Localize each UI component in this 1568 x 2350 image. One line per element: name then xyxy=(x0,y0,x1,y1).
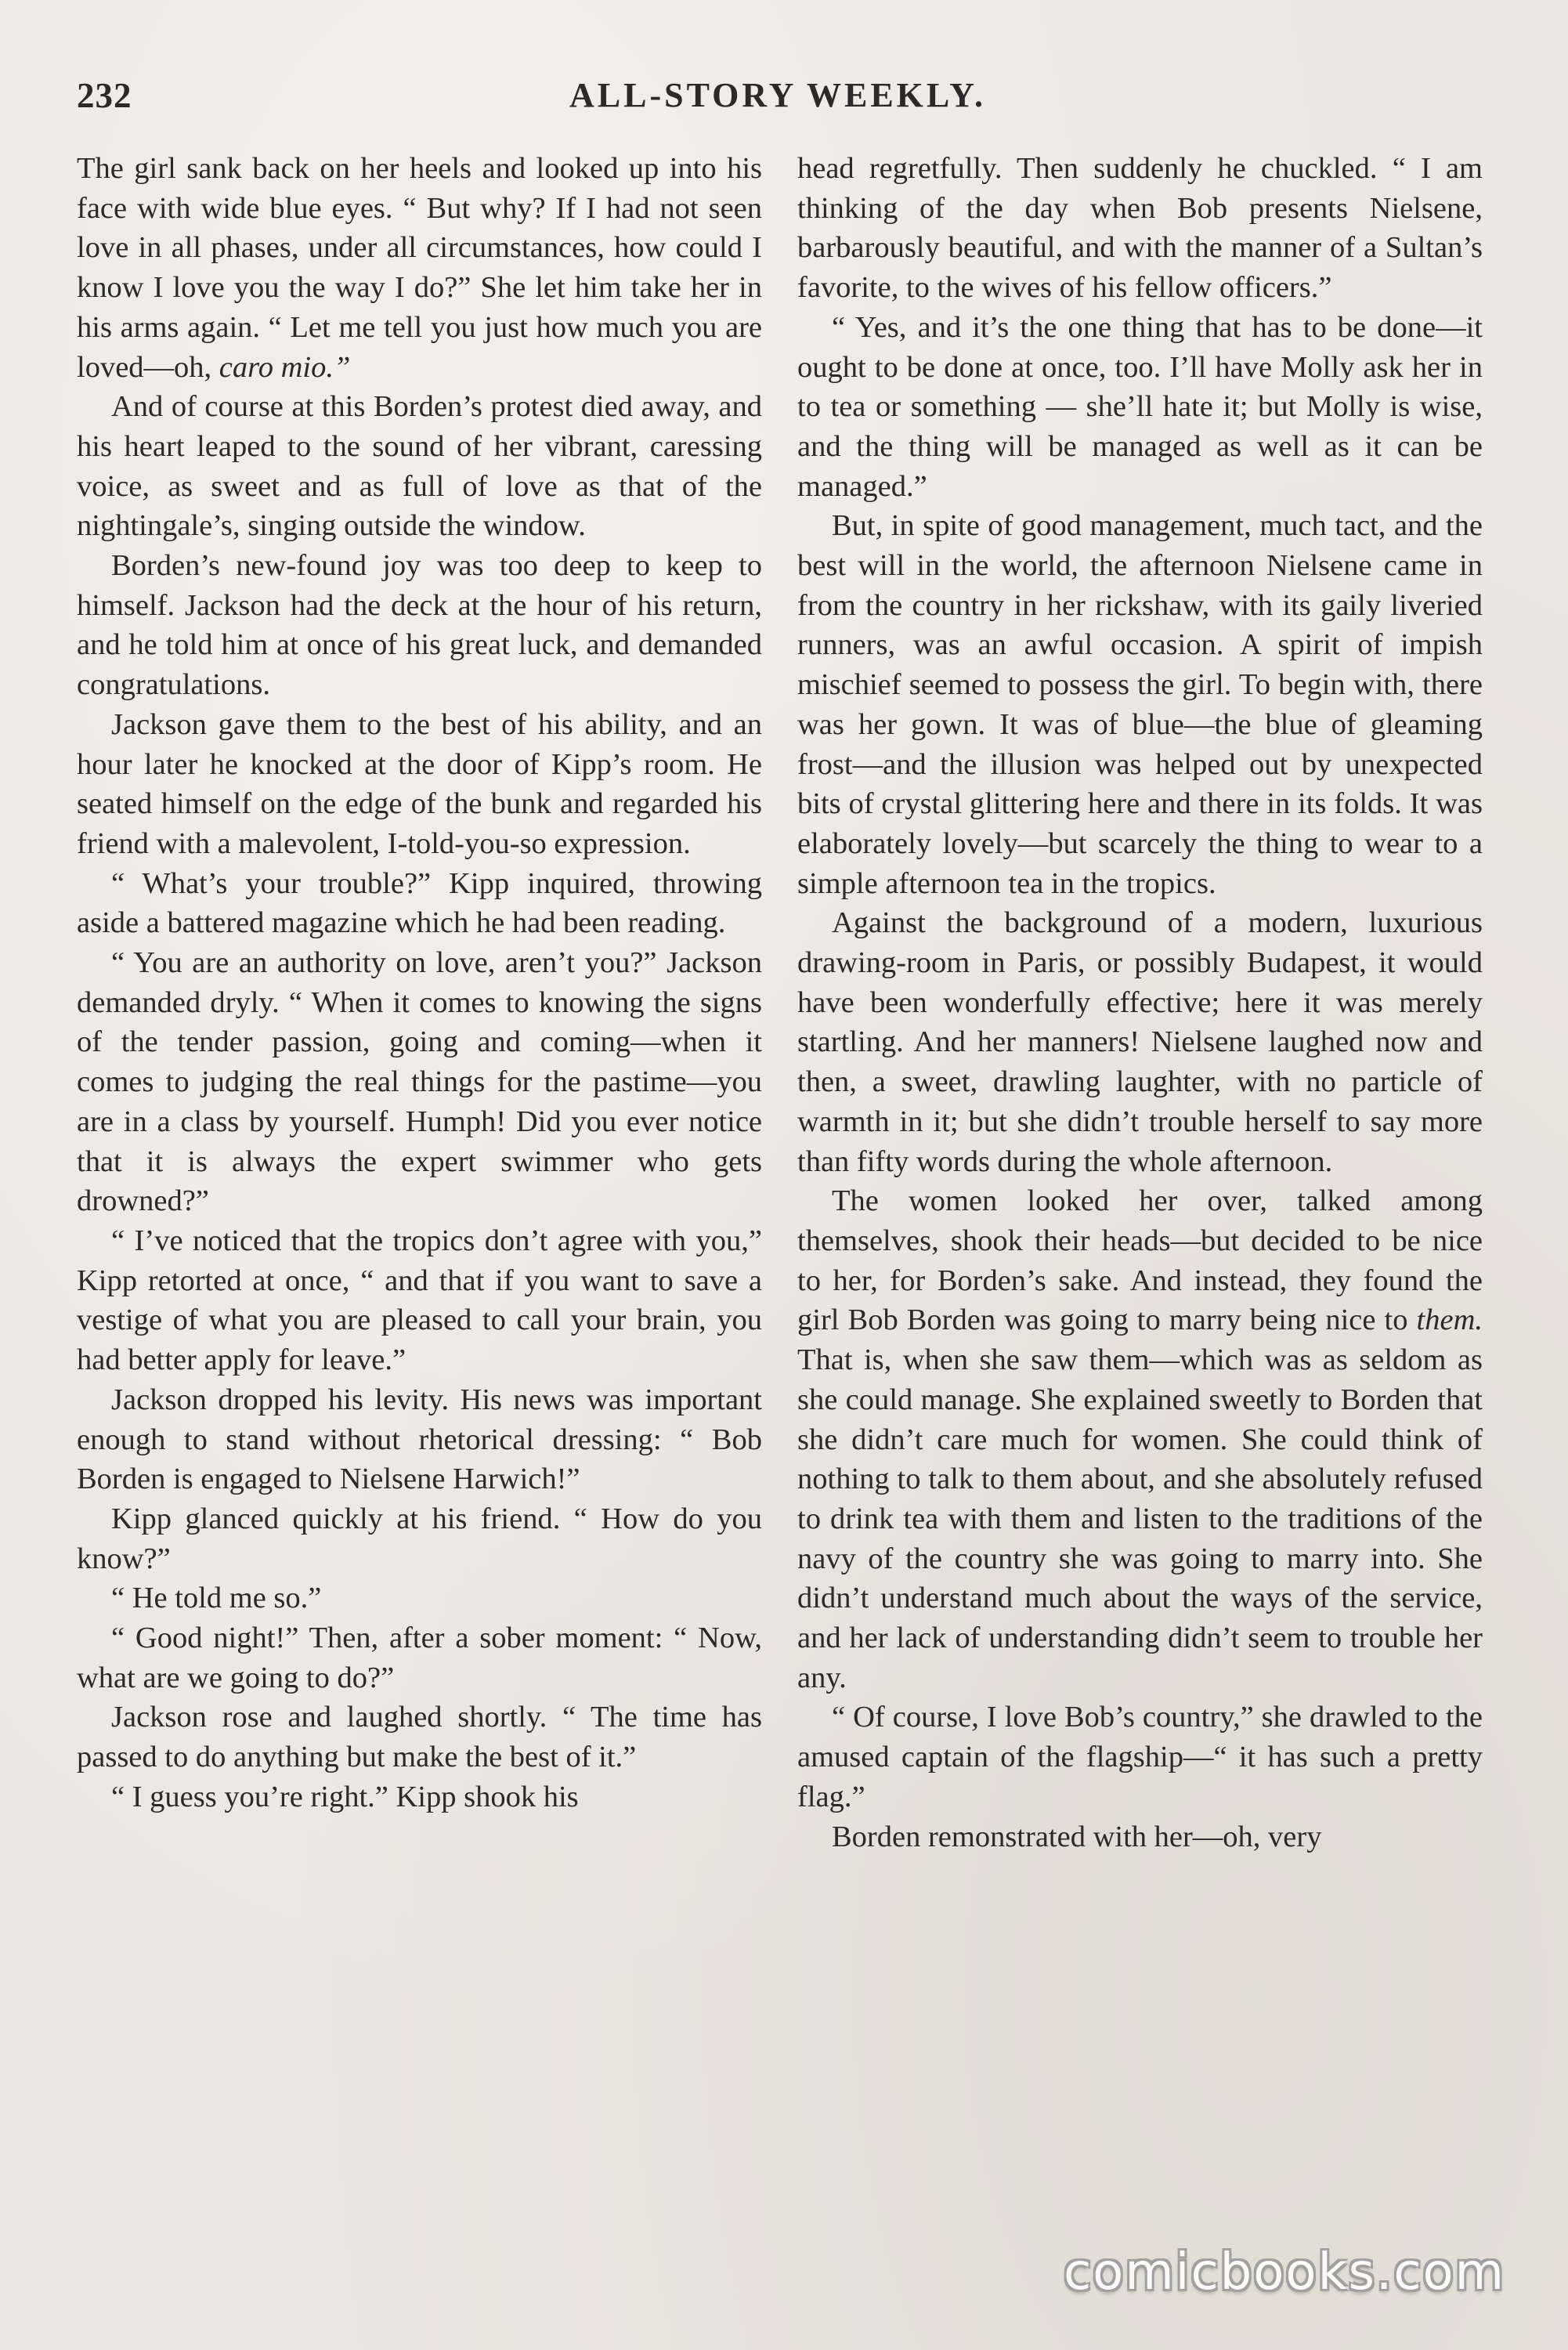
paragraph: The girl sank back on her heels and looked up into his face with wide blue eyes. “ But why? If I had not seen love in all phases, under all circumstances, how could I know I love you the way I do?” She let him take her in his arms again. “ Let me tell you just how much you are loved—oh, caro mio.” xyxy=(77,152,762,384)
paragraph: “ I’ve noticed that the tropics don’t agree with you,” Kipp retorted at once, “ and that if you want to save a vestige of what you are pleased to call your brain, you had better apply for leave.” xyxy=(77,1224,762,1377)
right-column xyxy=(797,149,1483,1856)
italic-word: them. xyxy=(1416,1303,1483,1337)
left-column xyxy=(77,149,762,1817)
paragraph: “ What’s your trouble?” Kipp inquired, throwing aside a battered magazine which he had been reading. xyxy=(77,866,762,940)
running-head: ALL-STORY WEEKLY. xyxy=(569,76,986,114)
paragraph: Jackson dropped his levity. His news was important enough to stand without rhetorical dressing: “ Bob Borden is engaged to Nielsene Harwich!” xyxy=(77,1383,762,1496)
page-header xyxy=(77,75,1479,122)
paragraph: Borden’s new-found joy was too deep to keep to himself. Jackson had the deck at the hour of his return, and he told him at once of his great luck, and demanded congratulations. xyxy=(77,549,762,702)
watermark-logo: comicbooks.com xyxy=(1063,2243,1505,2301)
paragraph: Jackson gave them to the best of his ability, and an hour later he knocked at the door of Kipp’s room. He seated himself on the edge of the bunk and regarded his friend with a malevolent, I-told-you-so expression. xyxy=(77,707,762,860)
paragraph: “ Of course, I love Bob’s country,” she drawled to the amused captain of the flagship—“ it has such a pretty flag.” xyxy=(797,1701,1483,1813)
paragraph: “ Good night!” Then, after a sober moment: “ Now, what are we going to do?” xyxy=(77,1622,762,1694)
paragraph: “ Yes, and it’s the one thing that has to be done—it ought to be done at once, too. I’ll have Molly ask her in to tea or something — she’ll hate it; but Molly is wise, and the thing will be managed as well as it can be managed.” xyxy=(797,310,1483,503)
paragraph: Kipp glanced quickly at his friend. “ How do you know?” xyxy=(77,1502,762,1575)
paragraph: “ You are an authority on love, aren’t you?” Jackson demanded dryly. “ When it comes to knowing the signs of the tender passion, going and coming—when it comes to judging the real things for the pastime—you are in a class by yourself. Humph! Did you ever notice that it is always the expert swimmer who gets drowned?” xyxy=(77,946,762,1218)
paragraph: The women looked her over, talked among themselves, shook their heads—but decided to be nice to her, for Borden’s sake. And instead, they found the girl Bob Borden was going to marry being nice to them. That is, when she saw them—which was as seldom as she could manage. She explained sweetly to Borden that she didn’t care much for women. She could think of nothing to talk to them about, and she absolutely refused to drink tea with them and listen to the traditions of the navy of the country she was going to marry into. She didn’t understand much about the ways of the service, and her lack of understanding didn’t seem to trouble her any. xyxy=(797,1184,1483,1694)
italic-phrase: caro mio.” xyxy=(219,350,351,384)
page-number: 232 xyxy=(77,76,132,115)
paragraph: “ He told me so.” xyxy=(111,1582,322,1615)
paragraph: Against the background of a modern, luxurious drawing-room in Paris, or possibly Budapest, it would have been wonderfully effective; here it was merely startling. And her manners! Nielsene laughed now and then, a sweet, drawling laughter, with no particle of warmth in it; but she didn’t trouble herself to say more than fifty words during the whole afternoon. xyxy=(797,906,1483,1178)
paragraph: Jackson rose and laughed shortly. “ The time has passed to do anything but make the best of it.” xyxy=(77,1701,762,1774)
paragraph: “ I guess you’re right.” Kipp shook his xyxy=(111,1780,579,1813)
paragraph: But, in spite of good management, much tact, and the best will in the world, the afternoon Nielsene came in from the country in her rickshaw, with its gaily liveried runners, was an awful occasion. A spirit of impish mischief seemed to possess the girl. To begin with, there was her gown. It was of blue—the blue of gleaming frost—and the illusion was helped out by unexpected bits of crystal glittering here and there in its folds. It was elaborately lovely—but scarcely the thing to wear to a simple afternoon tea in the tropics. xyxy=(797,509,1483,900)
paragraph: And of course at this Borden’s protest died away, and his heart leaped to the sound of her vibrant, caressing voice, as sweet and as full of love as that of the nightingale’s, singing outside the window. xyxy=(77,390,762,543)
paragraph: Borden remonstrated with her—oh, very xyxy=(832,1820,1322,1853)
paragraph: head regretfully. Then suddenly he chuckled. “ I am thinking of the day when Bob presents Nielsene, barbarously beautiful, and with the manner of a Sultan’s favorite, to the wives of his fellow officers.” xyxy=(797,152,1483,305)
